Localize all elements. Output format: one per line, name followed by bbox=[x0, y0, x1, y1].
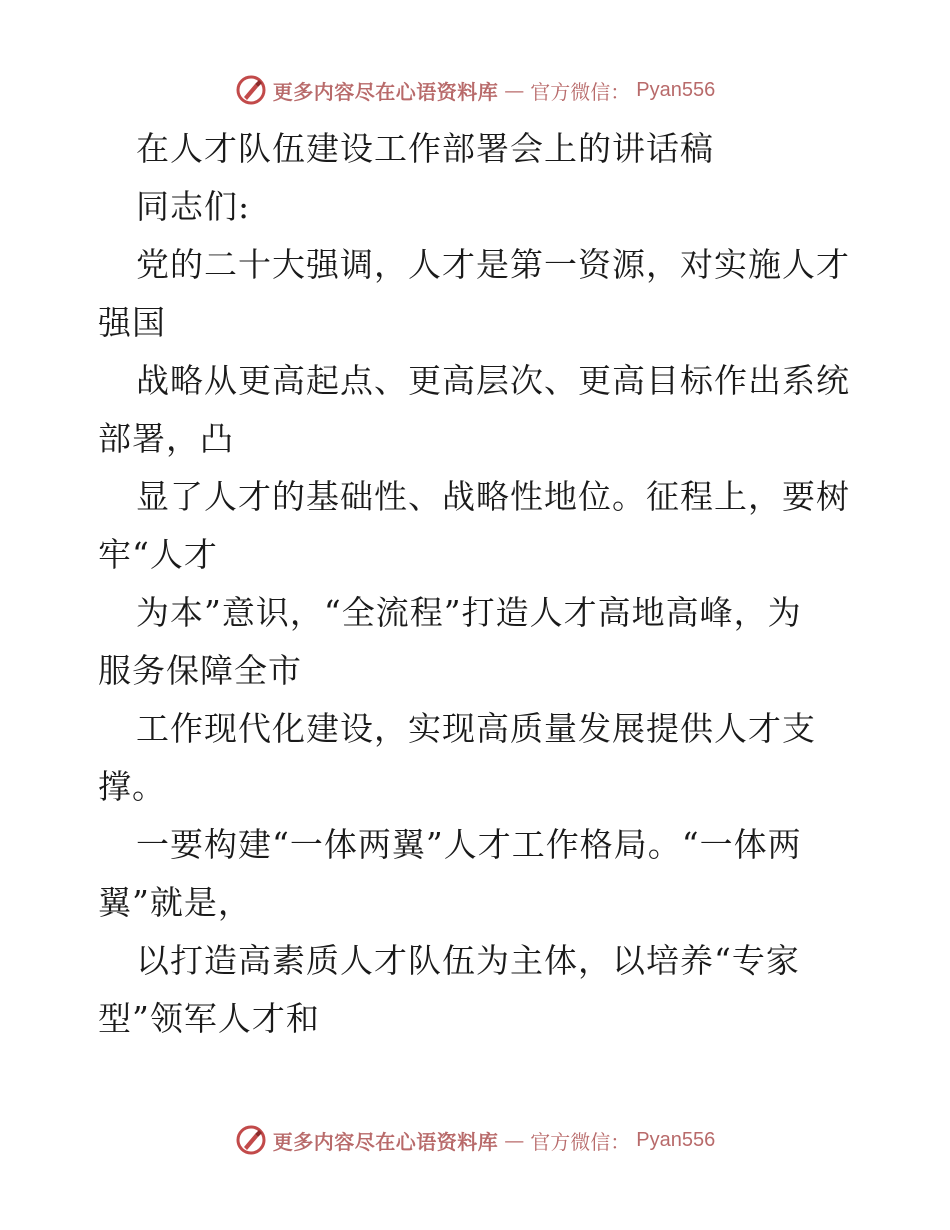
watermark-dash: — bbox=[504, 1128, 525, 1152]
document-line: 牢“人才 bbox=[98, 535, 218, 574]
document-line: 以打造高素质人才队伍为主体，以培养“专家 bbox=[136, 941, 800, 980]
document-line: 战略从更高起点、更高层次、更高目标作出系统 bbox=[136, 361, 850, 400]
document-line: 工作现代化建设，实现高质量发展提供人才支 bbox=[136, 709, 816, 748]
watermark-dash: — bbox=[504, 78, 525, 102]
pen-logo-icon bbox=[235, 1124, 267, 1156]
document-body bbox=[98, 120, 858, 1048]
watermark-contact-label: 官方微信： bbox=[530, 79, 631, 104]
watermark-text: 更多内容尽在心语资料库 bbox=[272, 1129, 499, 1154]
document-line: 服务保障全市 bbox=[98, 651, 302, 690]
document-line: 撑。 bbox=[98, 767, 166, 806]
document-line: 型”领军人才和 bbox=[98, 999, 320, 1038]
watermark-text: 更多内容尽在心语资料库 bbox=[272, 79, 499, 104]
watermark-account: Pyan556 bbox=[636, 78, 716, 101]
document-line: 部署，凸 bbox=[98, 419, 234, 458]
document-line: 强国 bbox=[98, 303, 166, 342]
pen-logo-icon bbox=[235, 74, 267, 106]
watermark-contact-label: 官方微信： bbox=[530, 1129, 631, 1154]
watermark-account: Pyan556 bbox=[636, 1128, 716, 1151]
document-line: 同志们: bbox=[136, 187, 251, 226]
footer-watermark bbox=[0, 1120, 950, 1160]
document-line: 在人才队伍建设工作部署会上的讲话稿 bbox=[136, 129, 714, 168]
header-watermark bbox=[0, 70, 950, 110]
document-line: 一要构建“一体两翼”人才工作格局。“一体两 bbox=[136, 825, 802, 864]
document-line: 翼”就是， bbox=[98, 883, 252, 922]
document-line: 为本”意识，“全流程”打造人才高地高峰，为 bbox=[136, 593, 802, 632]
document-line: 党的二十大强调，人才是第一资源，对实施人才 bbox=[136, 245, 850, 284]
document-line: 显了人才的基础性、战略性地位。征程上，要树 bbox=[136, 477, 850, 516]
